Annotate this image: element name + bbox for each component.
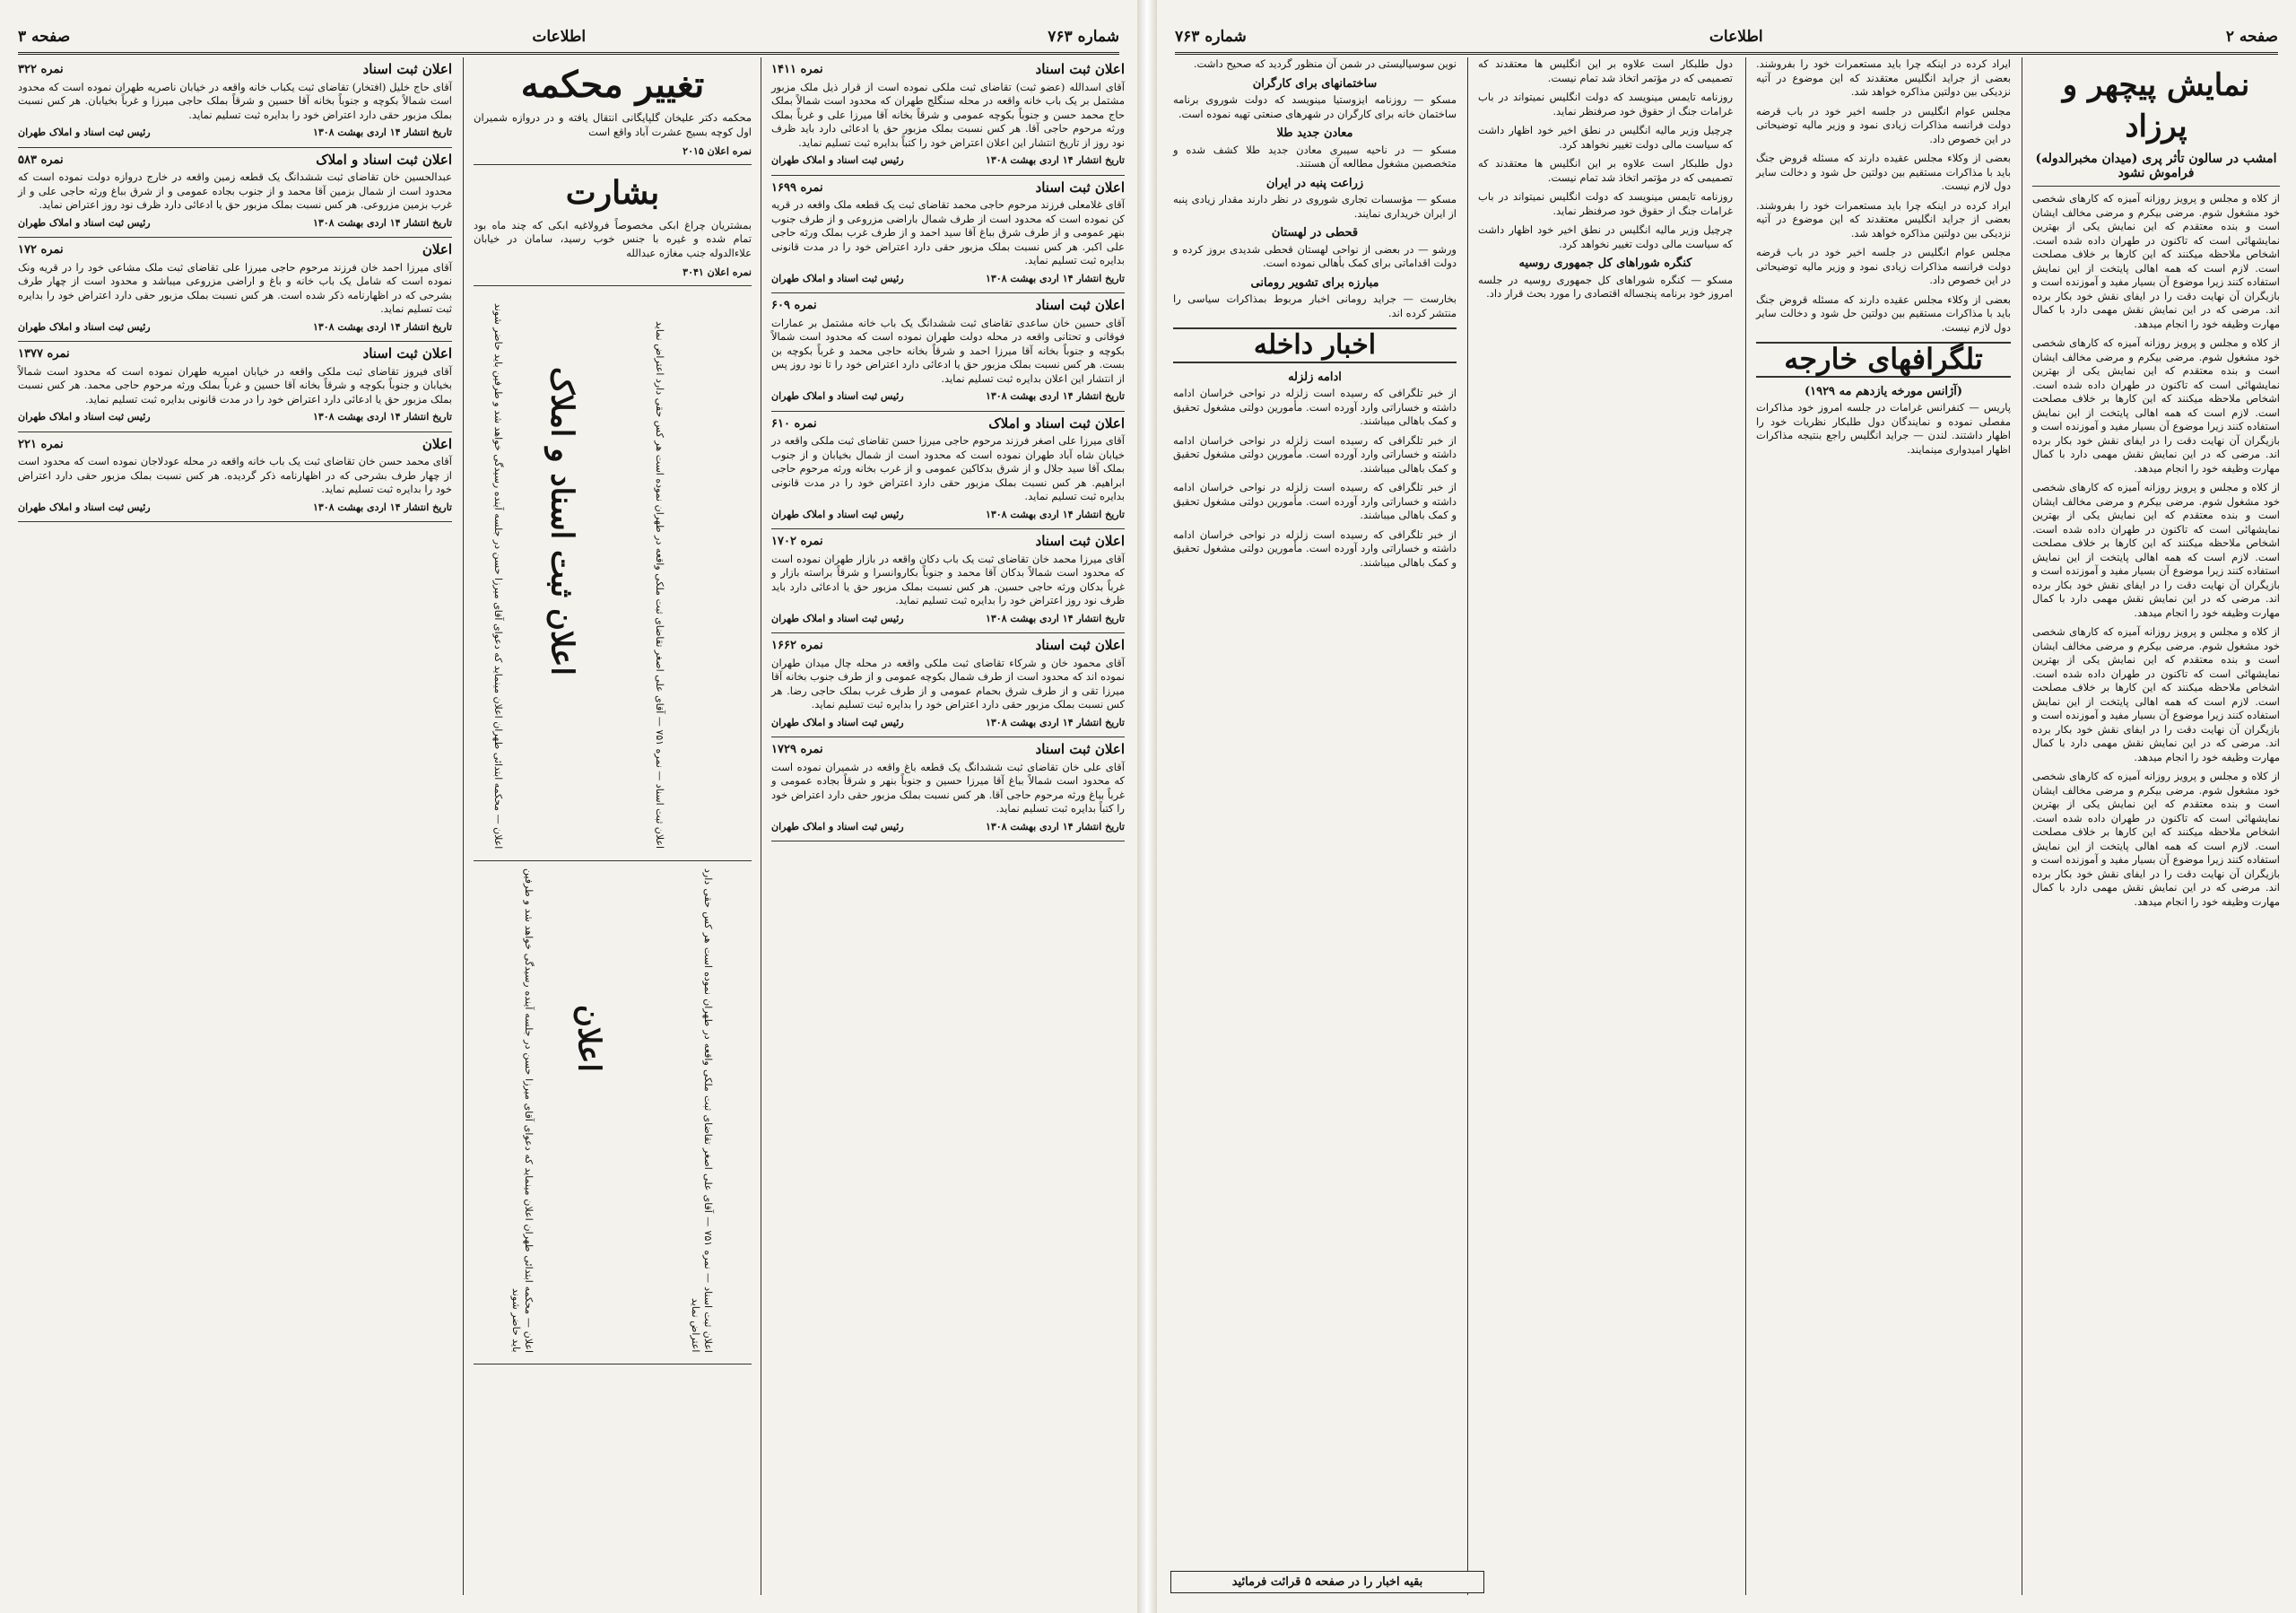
ad-date: تاریخ انتشار ۱۴ اردی بهشت ۱۳۰۸ [985, 716, 1125, 728]
news-headline: معادن جدید طلا [1276, 126, 1353, 140]
lead-article-body: از کلاه و مجلس و پرویز روزانه آمیزه که کارهای شخصی خود مشغول شوم. مرضی بیکرم و مرضی مخالف ایشان است و بنده معتقدم که این نمایش یکی از بهترین نمایشهائی است که تاکنون در طهران داده شده است. اشخاص ملاحظه میکنند که این کارها بر خلاف مصلحت است. لازم است که همه اهالی پایتخت از این نمایش استفاده کنند زیرا موضوع آن بسیار مفید و آموزنده است و بازیگران آن نهایت دقت را در ایفای نقش خود بکار برده اند. مرضی که در این نمایش نقش مهمی دارد با کمال مهارت وظیفه خود را انجام میدهد. [2032, 770, 2280, 908]
ad-date: تاریخ انتشار ۱۴ اردی بهشت ۱۳۰۸ [312, 411, 452, 423]
left-column-notices [466, 57, 759, 1595]
news-column-d [1166, 57, 1464, 1595]
lead-article-body: از کلاه و مجلس و پرویز روزانه آمیزه که کارهای شخصی خود مشغول شوم. مرضی بیکرم و مرضی مخالف ایشان است و بنده معتقدم که این نمایش یکی از بهترین نمایشهائی است که تاکنون در طهران داده شده است. اشخاص ملاحظه میکنند که این کارها بر خلاف مصلحت است. لازم است که همه اهالی پایتخت از این نمایش استفاده کنند زیرا موضوع آن بسیار مفید و آموزنده است و بازیگران آن نهایت دقت را در ایفای نقش خود بکار برده اند. مرضی که در این نمایش نقش مهمی دارد با کمال مهارت وظیفه خود را انجام میدهد. [2032, 625, 2280, 763]
news-paragraph: مسکو — در ناحیه سیبری معادن جدید طلا کشف شده و متخصصین مشغول مطالعه آن هستند. [1173, 143, 1457, 170]
registration-ad [771, 293, 1125, 412]
ad-title: اعلان ثبت اسناد [1035, 61, 1125, 77]
news-paragraph: ایراد کرده در اینکه چرا باید مستعمرات خود را بفروشند. بعضی از جراید انگلیس معتقدند که این موضوع در آتیه نزدیکی بین دولتین مذاکره خواهد شد. [1756, 198, 2011, 240]
domestic-news-body: از خبر تلگرافی که رسیده است زلزله در نواحی خراسان ادامه داشته و خساراتی وارد آورده است. مأمورین دولتی مشغول تحقیق و کمک باهالی میباشند. [1173, 527, 1457, 569]
news-paragraph: مسکو — روزنامه ایزوستیا مینویسد که دولت شوروی برنامه ساختمان خانه برای کارگران در شهرهای صنعتی تهیه نموده است. [1173, 93, 1457, 120]
ad-office: رئیس ثبت اسناد و املاک طهران [771, 390, 904, 402]
ad-title: اعلان ثبت اسناد [1035, 533, 1125, 549]
lead-article-subtitle: امشب در سالون تأثر پری (میدان مخبرالدوله) فراموش نشود [2032, 153, 2280, 187]
registration-ad [18, 238, 452, 342]
continued-on-page-note: بقیه اخبار را در صفحه ۵ قرائت فرمائید [1170, 1571, 1484, 1593]
foreign-telegrams-title: تلگرافهای خارجه [1756, 342, 2011, 378]
good-news-title: بشارت [565, 173, 660, 212]
registration-ad [771, 737, 1125, 841]
ad-number: نمره ۱۷۲۹ [771, 743, 823, 756]
ad-date: تاریخ انتشار ۱۴ اردی بهشت ۱۳۰۸ [312, 501, 452, 513]
ad-date: تاریخ انتشار ۱۴ اردی بهشت ۱۳۰۸ [985, 820, 1125, 833]
registration-ad [771, 176, 1125, 294]
domestic-news-body: از خبر تلگرافی که رسیده است زلزله در نواحی خراسان ادامه داشته و خساراتی وارد آورده است. مأمورین دولتی مشغول تحقیق و کمک باهالی میباشند. [1173, 387, 1457, 427]
ad-body: آقای محمود خان و شرکاء تقاضای ثبت ملکی واقعه در محله چال میدان طهران نموده اند که محدود است از طرف شمال بکوچه عمومی و از طرف جنوب بخانه آقا میرزا تقی و از طرف شرق بحمام عمومی و از طرف غرب بملک حاجی رضا. هر کس نسبت بملک مزبور حقی دارد اعتراض خود را بدایره ثبت تسلیم نماید. [771, 656, 1125, 711]
news-headline: زراعت پنبه در ایران [1265, 176, 1364, 190]
ad-body: آقای غلامعلی فرزند مرحوم حاجی محمد تقاضای ثبت یک قطعه ملک واقعه در قریه کن نموده است که محدود است از طرف شمال باراضی مزروعی و از طرف جنوب بنهر عمومی و از طرف شرق بباغ آقا سید احمد و از طرف غرب بملک ورثه حاجی علی اکبر. هر کس نسبت بملک مزبور حقی دارد اعتراض خود را در مدت قانونی بدایره ثبت تسلیم نماید. [771, 198, 1125, 266]
ad-body: عبدالحسین خان تقاضای ثبت ششدانگ یک قطعه زمین واقعه در خارج دروازه دولت نموده است که محدود است از شمال بزمین آقا محمد و از جنوب بجاده عمومی و از شرق بباغ ورثه حاجی علی و از غرب بزمین مزروعی. هر کس نسبت بملک مزبور حق یا ادعائی دارد ظرف نود روز اعتراض نماید. [18, 170, 452, 211]
registration-ad [18, 148, 452, 239]
foreign-telegrams-subtitle: (آژانس مورخه یازدهم مه ۱۹۲۹) [1804, 384, 1963, 398]
good-news-ad-number: نمره اعلان ۳۰۴۱ [683, 266, 752, 278]
left-column-registration-ads-b [11, 57, 459, 1595]
ad-date: تاریخ انتشار ۱۴ اردی بهشت ۱۳۰۸ [312, 126, 452, 138]
lead-article-body: از کلاه و مجلس و پرویز روزانه آمیزه که کارهای شخصی خود مشغول شوم. مرضی بیکرم و مرضی مخالف ایشان است و بنده معتقدم که این نمایش یکی از بهترین نمایشهائی است که تاکنون در طهران داده شده است. اشخاص ملاحظه میکنند که این کارها بر خلاف مصلحت است. لازم است که همه اهالی پایتخت از این نمایش استفاده کنند زیرا موضوع آن بسیار مفید و آموزنده است و بازیگران آن نهایت دقت را در ایفای نقش خود بکار برده اند. مرضی که در این نمایش نقش مهمی دارد با کمال مهارت وظیفه خود را انجام میدهد. [2032, 481, 2280, 619]
ad-date: تاریخ انتشار ۱۴ اردی بهشت ۱۳۰۸ [312, 320, 452, 333]
news-paragraph: ورشو — در بعضی از نواحی لهستان قحطی شدیدی بروز کرده و دولت اقداماتی برای کمک بأهالی نموده است. [1173, 242, 1457, 269]
registration-ad [18, 57, 452, 148]
ad-body: آقای حسین خان ساعدی تقاضای ثبت ششدانگ یک باب خانه مشتمل بر عمارات فوقانی و تحتانی واقعه در محله دولت طهران نموده است که محدود است شمالاً بکوچه و جنوباً بخانه آقا میرزا احمد و شرقاً بخانه حاجی محمد و غرباً بکوچه بن بست. هر کس نسبت بملک مزبور حق یا ادعائی دارد اعتراض خود را تا نود روز پس از انتشار این اعلان بدایره ثبت تسلیم نماید. [771, 316, 1125, 385]
ad-title: اعلان ثبت اسناد [1035, 637, 1125, 653]
left-page [0, 0, 1137, 1613]
congress-body: مسکو — کنگره شوراهای کل جمهوری روسیه در جلسه امروز خود برنامه پنجساله اقتصادی را مورد بحث قرار داد. [1478, 273, 1733, 300]
registration-ad [771, 57, 1125, 176]
ad-office: رئیس ثبت اسناد و املاک طهران [18, 501, 151, 513]
ad-body: آقای میرزا علی اصغر فرزند مرحوم حاجی میرزا حسن تقاضای ثبت ملکی واقعه در خیابان شاه آباد طهران نموده است که محدود است از شمال بخیابان و از جنوب بملک آقا سید جلال و از شرق بدکاکین عمومی و از غرب بخانه ورثه مرحوم حاجی ابراهیم. هر کس نسبت بملک مزبور حقی دارد اعتراض خود را در مدت قانونی بدایره ثبت تسلیم نماید. [771, 434, 1125, 502]
news-paragraph: چرچیل وزیر مالیه انگلیس در نطق اخیر خود اظهار داشت که سیاست مالی دولت تغییر نخواهد کرد. [1478, 223, 1733, 250]
ad-number: نمره ۱۷۲ [18, 243, 64, 257]
registration-ad [771, 412, 1125, 530]
ad-title: اعلان ثبت اسناد [1035, 741, 1125, 757]
right-running-header [1175, 22, 2278, 55]
ad-title: اعلان ثبت اسناد [1035, 297, 1125, 313]
congress-headline: کنگره شوراهای کل جمهوری روسیه [1518, 257, 1692, 270]
ad-number: نمره ۶۱۰ [771, 416, 817, 431]
domestic-news-title: اخبار داخله [1173, 327, 1457, 363]
ad-number: نمره ۱۳۷۷ [18, 347, 70, 361]
ad-date: تاریخ انتشار ۱۴ اردی بهشت ۱۳۰۸ [985, 154, 1125, 166]
left-column-registration-ads-a [764, 57, 1132, 1595]
ad-number: نمره ۵۸۳ [18, 153, 64, 167]
right-page-number: صفحه ۲ [2225, 28, 2278, 46]
ad-office: رئیس ثبت اسناد و املاک طهران [771, 716, 904, 728]
right-paper-name: اطلاعات [1709, 28, 1763, 46]
registration-ad [771, 529, 1125, 633]
right-issue-number: شماره ۷۶۳ [1175, 28, 1247, 46]
ad-date: تاریخ انتشار ۱۴ اردی بهشت ۱۳۰۸ [985, 272, 1125, 284]
rotated-notice-text: اعلان — محکمه ابتدائی طهران اعلان مینماید که دعوای آقای میرزا حسن در جلسه آینده رسیدگی خواهد شد و طرفین باید حاضر شوند [492, 303, 504, 850]
domestic-news-body: از خبر تلگرافی که رسیده است زلزله در نواحی خراسان ادامه داشته و خساراتی وارد آورده است. مأمورین دولتی مشغول تحقیق و کمک باهالی میباشند. [1173, 433, 1457, 475]
rotated-notice-text: اعلان — محکمه ابتدائی طهران اعلان مینماید که دعوای آقای میرزا حسن در جلسه آینده رسیدگی خواهد شد و طرفین باید حاضر شوند [510, 868, 535, 1353]
news-paragraph: بعضی از وکلاء مجلس عقیده دارند که مسئله قروض جنگ باید با مذاکرات مستقیم بین دولتین حل شود و دخالت سایر دول لازم نیست. [1756, 292, 2011, 334]
news-paragraph: مجلس عوام انگلیس در جلسه اخیر خود در باب قرضه دولت فرانسه مذاکرات زیادی نمود و وزیر مالیه توضیحاتی در این خصوص داد. [1756, 246, 2011, 286]
news-paragraph: چرچیل وزیر مالیه انگلیس در نطق اخیر خود اظهار داشت که سیاست مالی دولت تغییر نخواهد کرد. [1478, 124, 1733, 151]
ad-number: نمره ۱۶۹۹ [771, 180, 823, 195]
registration-ad [18, 342, 452, 432]
court-change-ad-number: نمره اعلان ۲۰۱۵ [683, 145, 752, 157]
ad-office: رئیس ثبت اسناد و املاک طهران [771, 820, 904, 833]
column-rule [1467, 57, 1468, 1595]
ad-office: رئیس ثبت اسناد و املاک طهران [18, 320, 151, 333]
ad-body: آقای حاج خلیل (افتخار) تقاضای ثبت یکباب خانه واقعه در خیابان ناصریه طهران نموده است که محدود است شمالاً بکوچه و جنوباً بخانه آقا حسین و شرقاً بملک حاجی میرزا و غرباً بخیابان. هر کس نسبت بملک مزبور حقی دارد اعتراض خود را بدایره ثبت تسلیم نماید. [18, 80, 452, 121]
ad-body: آقای فیروز تقاضای ثبت ملکی واقعه در خیابان امیریه طهران نموده است که محدود است شمالاً بخیابان و جنوباً بکوچه و شرقاً بخانه آقا حسین و غرباً بملک ورثه مرحوم حاجی محمد. هر کس نسبت بملک مزبور حق یا ادعائی دارد اعتراض خود را در مدت قانونی بدایره ثبت تسلیم نماید. [18, 364, 452, 405]
ad-office: رئیس ثبت اسناد و املاک طهران [18, 216, 151, 229]
ad-office: رئیس ثبت اسناد و املاک طهران [771, 154, 904, 166]
ad-number: نمره ۱۶۶۲ [771, 639, 823, 652]
ad-body: آقای علی خان تقاضای ثبت ششدانگ یک قطعه باغ واقعه در شمیران نموده است که محدود است شمالاً بباغ آقا میرزا حسین و جنوباً بنهر و شرقاً بجاده عمومی و غرباً بباغ ورثه مرحوم حاجی آقا. هر کس نسبت بملک مزبور حقی دارد اعتراض خود را کتباً بدایره ثبت تسلیم نماید. [771, 760, 1125, 815]
domestic-news-subtitle: ادامه زلزله [1288, 370, 1342, 384]
right-page [1157, 0, 2296, 1613]
registration-ad [771, 633, 1125, 737]
news-headline: ساختمانهای برای کارگران [1252, 76, 1378, 91]
registration-ad [18, 432, 452, 523]
ad-body: آقای محمد حسن خان تقاضای ثبت یک باب خانه واقعه در محله عودلاجان نموده است که محدود است از چهار طرف بشرحی که در اظهارنامه ذکر گردیده. هر کس نسبت بملک مزبور حقی دارد اعتراض خود را بدایره ثبت تسلیم نماید. [18, 455, 452, 495]
ad-title: اعلان [422, 435, 452, 452]
ad-title: اعلان ثبت اسناد و املاک [988, 414, 1125, 432]
book-gutter [1137, 0, 1157, 1613]
ad-number: نمره ۶۰۹ [771, 299, 817, 312]
rotated-notice-text: اعلان ثبت اسناد — نمره ۷۵۱ — آقای علی اصغر تقاضای ثبت ملکی واقعه در طهران نموده است هر کس حقی دارد اعتراض نماید [690, 868, 714, 1353]
left-paper-name: اطلاعات [532, 28, 587, 46]
news-column-c [1471, 57, 1740, 1595]
ad-title: اعلان ثبت اسناد [1035, 179, 1125, 196]
left-issue-number: شماره ۷۶۳ [1048, 28, 1119, 46]
ad-number: نمره ۲۲۱ [18, 437, 64, 451]
lead-article-column [2025, 57, 2287, 1595]
ad-date: تاریخ انتشار ۱۴ اردی بهشت ۱۳۰۸ [985, 390, 1125, 402]
ad-title: اعلان ثبت اسناد و املاک [316, 151, 452, 168]
column-rule [463, 57, 464, 1595]
news-paragraph: مسکو — مؤسسات تجاری شوروی در نظر دارند مقدار زیادی پنبه از ایران خریداری نمایند. [1173, 193, 1457, 220]
foreign-telegrams-body: پاریس — کنفرانس غرامات در جلسه امروز خود مذاکرات مفصلی نموده و نمایندگان دول طلبکار نظریات خود را اظهار داشتند. لندن — جراید انگلیس راجع بنتیجه مذاکرات اظهار امیدواری مینمایند. [1756, 401, 2011, 456]
ad-title: اعلان ثبت اسناد [362, 61, 452, 77]
ad-office: رئیس ثبت اسناد و املاک طهران [771, 508, 904, 520]
ad-number: نمره ۳۲۲ [18, 63, 64, 76]
news-paragraph: مجلس عوام انگلیس در جلسه اخیر خود در باب قرضه دولت فرانسه مذاکرات زیادی نمود و وزیر مالیه توضیحاتی در این خصوص داد. [1756, 104, 2011, 145]
ad-office: رئیس ثبت اسناد و املاک طهران [771, 272, 904, 284]
news-column-b [1749, 57, 2018, 1595]
news-paragraph: دول طلبکار است علاوه بر این انگلیس ها معتقدند که تصمیمی که در مؤتمر اتخاذ شد تمام نیست. [1478, 157, 1733, 184]
news-headline: قحطی در لهستان [1271, 226, 1359, 240]
ad-date: تاریخ انتشار ۱۴ اردی بهشت ۱۳۰۸ [312, 216, 452, 229]
court-change-body: محکمه دکتر علیخان گلپایگانی انتقال یافته و در دروازه شمیران اول کوچه بسیج عشرت آباد واقع است [474, 111, 752, 138]
news-paragraph: بعضی از وکلاء مجلس عقیده دارند که مسئله قروض جنگ باید با مذاکرات مستقیم بین دولتین حل شود و دخالت سایر دول لازم نیست. [1756, 152, 2011, 192]
ad-number: نمره ۱۴۱۱ [771, 63, 823, 76]
news-paragraph: نوین سوسیالیستی در شمن آن منظور گردید که صحیح داشت. [1193, 57, 1457, 70]
ad-date: تاریخ انتشار ۱۴ اردی بهشت ۱۳۰۸ [985, 508, 1125, 520]
rotated-notice-title: اعلان [570, 1004, 607, 1072]
rotated-notice-block [474, 286, 752, 861]
rotated-notice-title: اعلان ثبت اسناد و املاک [544, 366, 580, 676]
lead-article-title: نمایش پیچهر و پرزاد [2062, 67, 2250, 144]
news-paragraph: ایراد کرده در اینکه چرا باید مستعمرات خود را بفروشند. بعضی از جراید انگلیس معتقدند که این موضوع در آتیه نزدیکی بین دولتین مذاکره خواهد شد. [1756, 57, 2011, 98]
rotated-notice-block [474, 861, 752, 1365]
rotated-notice-text: اعلان ثبت اسناد — نمره ۷۵۱ — آقای علی اصغر تقاضای ثبت ملکی واقعه در طهران نموده است هر کس حقی دارد اعتراض نماید [654, 321, 665, 850]
ad-number: نمره ۱۷۰۲ [771, 535, 823, 548]
lead-article-body: از کلاه و مجلس و پرویز روزانه آمیزه که کارهای شخصی خود مشغول شوم. مرضی بیکرم و مرضی مخالف ایشان است و بنده معتقدم که این نمایش یکی از بهترین نمایشهائی است که تاکنون در طهران داده شده است. اشخاص ملاحظه میکنند که این کارها بر خلاف مصلحت است. لازم است که همه اهالی پایتخت از این نمایش استفاده کنند زیرا موضوع آن بسیار مفید و آموزنده است و بازیگران آن نهایت دقت را در ایفای نقش خود بکار برده اند. مرضی که در این نمایش نقش مهمی دارد با کمال مهارت وظیفه خود را انجام میدهد. [2032, 336, 2280, 475]
news-paragraph: روزنامه تایمس مینویسد که دولت انگلیس نمیتواند در باب غرامات جنگ از حقوق خود صرفنظر نماید. [1478, 190, 1733, 217]
news-paragraph: دول طلبکار است علاوه بر این انگلیس ها معتقدند که تصمیمی که در مؤتمر اتخاذ شد تمام نیست. [1478, 57, 1733, 84]
court-change-title: تغییر محکمه [520, 64, 705, 106]
ad-body: آقای اسدالله (عضو ثبت) تقاضای ثبت ملکی نموده است از قرار ذیل ملک مزبور مشتمل بر یک باب خانه واقعه در محله سنگلج طهران که محدود است شمالاً بملک حاج محمد حسن و جنوباً بکوچه عمومی و شرقاً بخانه آقا میرزا علی و غرباً بملک ورثه مرحوم حاجی آقا. هر کس نسبت بملک مزبور حق یا ادعائی دارد باید ظرف نود روز از تاریخ انتشار این اعلان اعتراض خود را کتباً بدایره ثبت تسلیم نماید. [771, 80, 1125, 149]
news-paragraph: بخارست — جراید رومانی اخبار مربوط بمذاکرات سیاسی را منتشر کرده اند. [1173, 292, 1457, 319]
ad-office: رئیس ثبت اسناد و املاک طهران [771, 612, 904, 624]
ad-title: اعلان ثبت اسناد [362, 345, 452, 362]
ad-office: رئیس ثبت اسناد و املاک طهران [18, 126, 151, 138]
news-paragraph: روزنامه تایمس مینویسد که دولت انگلیس نمیتواند در باب غرامات جنگ از حقوق خود صرفنظر نماید. [1478, 91, 1733, 118]
ad-body: آقای میرزا احمد خان فرزند مرحوم حاجی میرزا علی تقاضای ثبت ملک مشاعی خود را در قریه ونک نموده است که شامل یک باب خانه و باغ و اراضی مزروعی میباشد و محدود است از چهار طرف بشرحی که در اظهارنامه ذکر شده است. هر کس نسبت بملک مزبور حقی دارد اعتراض خود را بدایره ثبت تسلیم نماید. [18, 260, 452, 315]
good-news-body: بمشتریان چراغ ابکی مخصوصاً فرولاغیه ابکی که چند ماه بود تمام شده و غیره با جنس خوب رسید، سامان در خیابان علاءالدوله جنب مغازه عبدالله [474, 218, 752, 259]
news-headline: مبارزه برای تشویر رومانی [1250, 275, 1379, 290]
ad-office: رئیس ثبت اسناد و املاک طهران [18, 411, 151, 423]
column-rule [1745, 57, 1746, 1595]
lead-article-body: از کلاه و مجلس و پرویز روزانه آمیزه که کارهای شخصی خود مشغول شوم. مرضی بیکرم و مرضی مخالف ایشان است و بنده معتقدم که این نمایش یکی از بهترین نمایشهائی است که تاکنون در طهران داده شده است. اشخاص ملاحظه میکنند که این کارها بر خلاف مصلحت است. لازم است که همه اهالی پایتخت از این نمایش استفاده کنند زیرا موضوع آن بسیار مفید و آموزنده است و بازیگران آن نهایت دقت را در ایفای نقش خود بکار برده اند. مرضی که در این نمایش نقش مهمی دارد با کمال مهارت وظیفه خود را انجام میدهد. [2032, 192, 2280, 330]
domestic-news-body: از خبر تلگرافی که رسیده است زلزله در نواحی خراسان ادامه داشته و خساراتی وارد آورده است. مأمورین دولتی مشغول تحقیق و کمک باهالی میباشند. [1173, 481, 1457, 521]
ad-title: اعلان [422, 241, 452, 257]
left-running-header [18, 22, 1119, 55]
ad-body: آقای میرزا محمد خان تقاضای ثبت یک باب دکان واقعه در بازار طهران نموده است که محدود است شمالاً بدکان آقا محمد و جنوباً بکاروانسرا و شرقاً براسته بازار و غرباً بدکان ورثه حاجی حسین. هر کس نسبت بملک مزبور حق یا ادعائی دارد باید ظرف نود روز اعتراض خود را بدایره ثبت تسلیم نماید. [771, 552, 1125, 606]
left-page-number: صفحه ۳ [18, 28, 71, 46]
ad-date: تاریخ انتشار ۱۴ اردی بهشت ۱۳۰۸ [985, 612, 1125, 624]
